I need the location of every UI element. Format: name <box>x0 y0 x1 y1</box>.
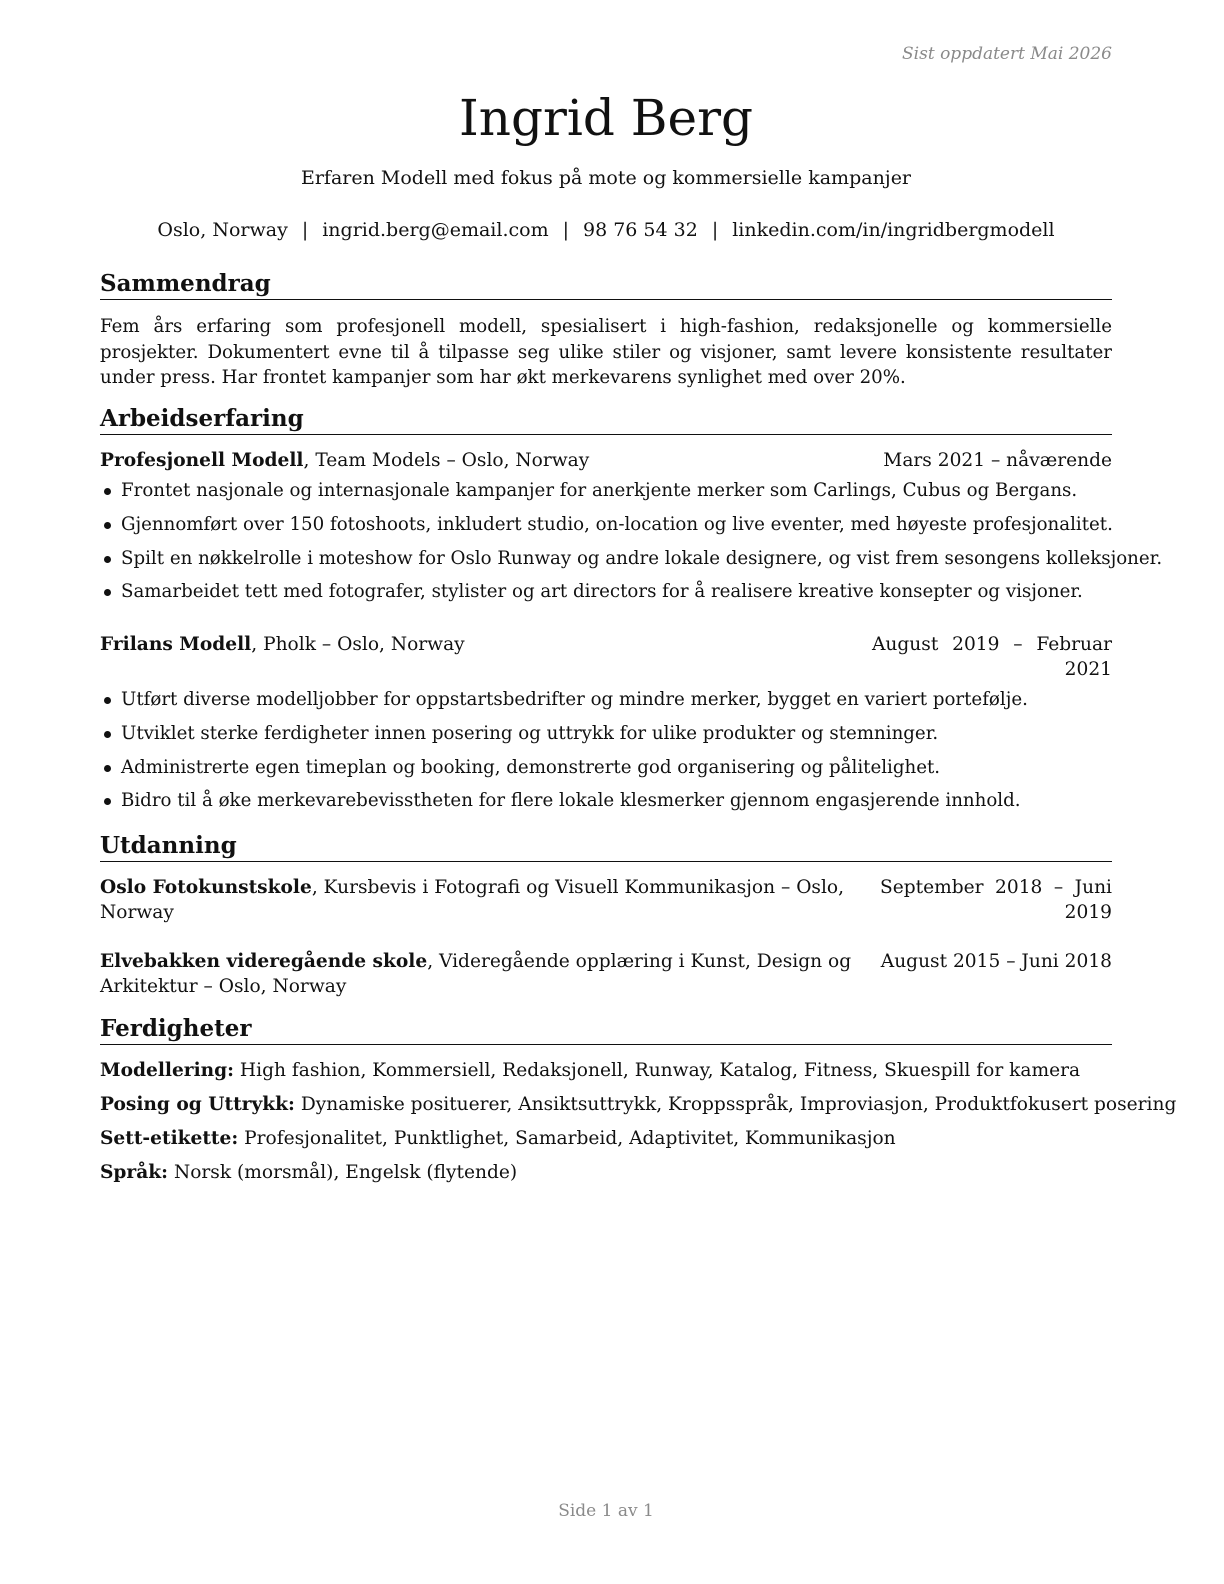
section-title-education: Utdanning <box>100 832 1112 862</box>
skill-row <box>100 1092 1177 1117</box>
contact-separator: | <box>301 219 309 241</box>
last-updated: Sist oppdatert Mai 2026 <box>902 44 1112 64</box>
summary-text: Fem års erfaring som profesjonell modell, spesialisert i high-fashion, redaksjonelle og kommersielle prosjekter. Dokumentert evne til å tilpasse seg ulike stiler og visjoner, samt levere konsistente resultater under press. Har frontet kampanjer som har økt merkevarens synlighet med over 20%. <box>100 316 1112 388</box>
job-entry-header <box>100 448 1112 473</box>
job-org: , Pholk – Oslo, Norway <box>251 634 465 655</box>
skill-label: Modellering: <box>100 1060 235 1081</box>
skill-row <box>100 1058 1112 1083</box>
skill-value: Profesjonalitet, Punktlighet, Samarbeid, Adaptivitet, Kommunikasjon <box>238 1128 896 1149</box>
education-institution: Oslo Fotokunstskole <box>100 877 312 898</box>
education-detail: , Kursbevis i Fotografi og Visuell Kommunikasjon – Oslo, Norway <box>100 877 845 923</box>
list-item: Administrerte egen timeplan og booking, demonstrerte god organisering og pålitelighet. <box>100 756 1112 790</box>
candidate-name: Ingrid Berg <box>459 89 753 147</box>
education-detail: , Videregående opplæring i Kunst, Design og Arkitektur – Oslo, Norway <box>100 951 852 997</box>
contact-separator: | <box>562 219 569 241</box>
job-org: , Team Models – Oslo, Norway <box>303 450 590 471</box>
contact-location: Oslo, Norway <box>157 219 288 241</box>
list-item: Samarbeidet tett med fotografer, stylister og art directors for å realisere kreative konsepter og visjoner. <box>100 580 1112 614</box>
list-item: Frontet nasjonale og internasjonale kampanjer for anerkjente merker som Carlings, Cubus og Bergans. <box>100 479 1112 513</box>
resume-page <box>100 0 1177 1584</box>
page-number: Side 1 av 1 <box>558 1501 654 1521</box>
job-bullets <box>100 479 1163 614</box>
job-date: Mars 2021 – nåværende <box>883 450 1112 471</box>
education-entry <box>100 875 1112 925</box>
skill-row <box>100 1126 1112 1151</box>
contact-phone: 98 76 54 32 <box>583 219 698 241</box>
contact-line <box>100 219 1112 241</box>
list-item: Spilt en nøkkelrolle i moteshow for Oslo Runway og andre lokale designere, og vist frem sesongens kolleksjoner. <box>100 547 1112 581</box>
education-institution: Elvebakken videregående skole <box>100 951 428 972</box>
job-entry-header <box>100 632 1112 680</box>
education-entry <box>100 949 1112 999</box>
list-item: Utført diverse modelljobber for oppstartsbedrifter og mindre merker, bygget en variert portefølje. <box>100 688 1112 722</box>
contact-linkedin[interactable]: linkedin.com/in/ingridbergmodell <box>732 219 1055 241</box>
job-date: August 2019 – Februar 2021 <box>872 634 1112 680</box>
section-title-skills: Ferdigheter <box>100 1015 1112 1045</box>
section-title-experience: Arbeidserfaring <box>100 405 1112 435</box>
list-item: Utviklet sterke ferdigheter innen posering og uttrykk for ulike produkter og stemninger. <box>100 722 1112 756</box>
list-item: Gjennomført over 150 fotoshoots, inkludert studio, on-location og live eventer, med høyeste profesjonalitet. <box>100 513 1112 547</box>
skill-value: High fashion, Kommersiell, Redaksjonell, Runway, Katalog, Fitness, Skuespill for kamera <box>234 1060 1081 1081</box>
contact-separator: | <box>711 219 719 241</box>
list-item: Bidro til å øke merkevarebevisstheten for flere lokale klesmerker gjennom engasjerende innhold. <box>100 789 1112 823</box>
education-date: August 2015 – Juni 2018 <box>880 951 1112 972</box>
contact-email[interactable]: ingrid.berg@email.com <box>322 219 549 241</box>
skill-value: Norsk (morsmål), Engelsk (flytende) <box>168 1162 518 1183</box>
skill-row <box>100 1160 1112 1185</box>
job-role: Profesjonell Modell <box>100 450 304 471</box>
job-bullets <box>100 688 1112 823</box>
skill-label: Sett-etikette: <box>100 1128 239 1149</box>
skill-label: Språk: <box>100 1162 169 1183</box>
tagline: Erfaren Modell med fokus på mote og kommersielle kampanjer <box>300 167 912 189</box>
education-date: September 2018 – Juni 2019 <box>880 877 1112 923</box>
skill-value: Dynamiske posituerer, Ansiktsuttrykk, Kroppsspråk, Improviasjon, Produktfokusert posering <box>294 1094 1177 1115</box>
section-title-summary: Sammendrag <box>100 270 1112 300</box>
skill-label: Posing og Uttrykk: <box>100 1094 295 1115</box>
job-role: Frilans Modell <box>100 634 252 655</box>
